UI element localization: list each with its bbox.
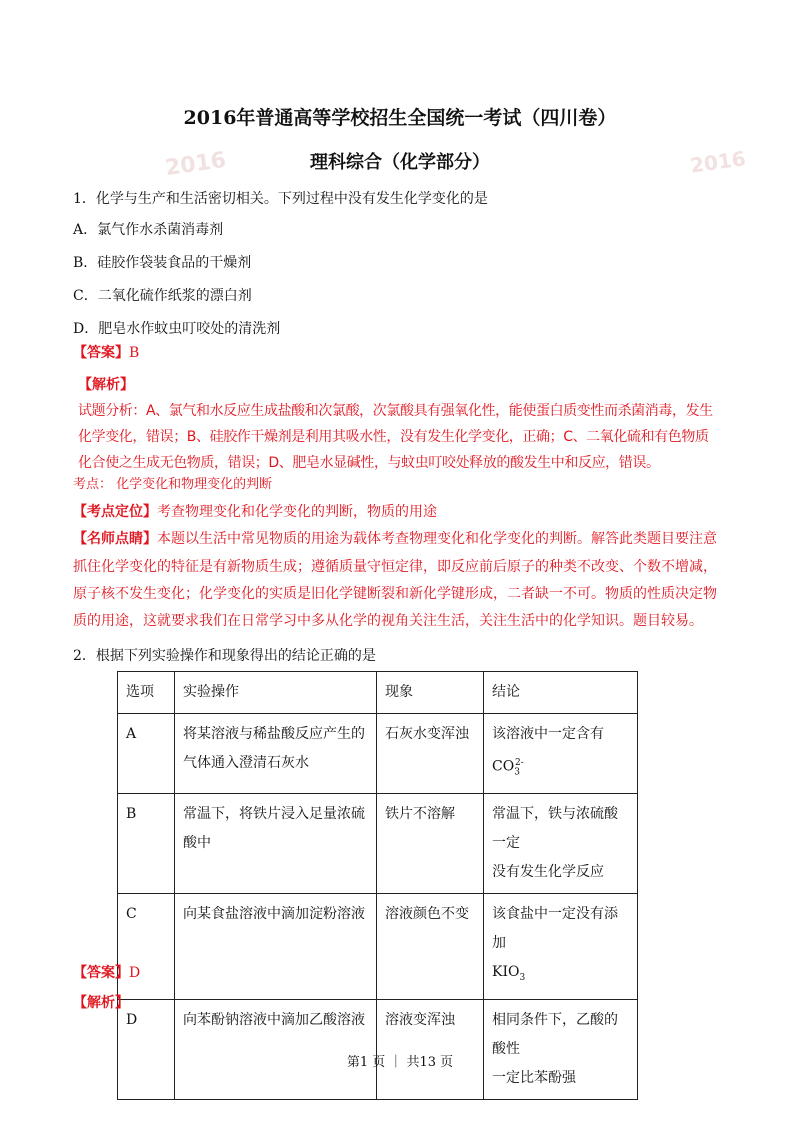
con-line: 一定比苯酚强 — [492, 1070, 576, 1087]
page-title: 2016年普通高等学校招生全国统一考试（四川卷） — [183, 107, 617, 129]
row-option: B — [118, 794, 175, 894]
dingwei-tag: 【考点定位】 — [73, 504, 157, 520]
con-line: 没有发生化学反应 — [492, 864, 604, 881]
header-phenomenon: 现象 — [377, 672, 484, 714]
op-line: 气体通入澄清石灰水 — [183, 755, 309, 771]
row-conclusion — [484, 894, 638, 1000]
formula: KIO — [492, 964, 520, 981]
table-row — [118, 714, 638, 794]
row-option: D — [118, 1000, 175, 1100]
answer-tag: 【答案】 — [73, 965, 129, 981]
q1-dingwei — [73, 502, 437, 522]
experiment-table — [117, 671, 638, 1100]
header-conclusion: 结论 — [484, 672, 638, 714]
row-option: C — [118, 894, 175, 1000]
con-line — [492, 958, 629, 993]
superscript: 2- — [514, 758, 524, 768]
table-row — [118, 894, 638, 1000]
q1-dianjing — [73, 529, 717, 549]
table-header-row — [118, 672, 638, 714]
q1-option-b: B．硅胶作袋装食品的干燥剂 — [73, 255, 252, 271]
row-phenomenon: 石灰水变浑浊 — [377, 714, 484, 794]
q1-dianjing-line: 抓住化学变化的特征是有新物质生成；遵循质量守恒定律，即反应前后原子的种类不改变、个数不增减， — [73, 559, 717, 575]
q1-analysis-line: 试题分析：A、氯气和水反应生成盐酸和次氯酸，次氯酸具有强氧化性，能使蛋白质变性而杀菌消毒，发生 — [78, 403, 713, 419]
dingwei-text: 考查物理变化和化学变化的判断，物质的用途 — [157, 504, 437, 520]
q2-analysis-tag — [73, 993, 129, 1013]
answer-value: D — [129, 965, 141, 981]
q1-option-d: D．肥皂水作蚊虫叮咬处的清洗剂 — [73, 321, 281, 337]
q1-stem: 1．化学与生产和生活密切相关。下列过程中没有发生化学变化的是 — [73, 191, 488, 207]
row-phenomenon: 溶液颜色不变 — [377, 894, 484, 1000]
analysis-tag: 【解析】 — [73, 995, 129, 1011]
op-line: 向某食盐溶液中滴加淀粉溶液 — [183, 906, 365, 923]
table-row — [118, 1000, 638, 1100]
q1-option-c: C．二氧化硫作纸浆的漂白剂 — [73, 288, 252, 304]
con-line: 该食盐中一定没有添加 — [492, 906, 618, 952]
answer-value: B — [129, 345, 140, 361]
con-line: 该溶液中一定含有 CO — [492, 726, 604, 775]
dianjing-tag: 【名师点睛】 — [73, 531, 157, 547]
page-footer: 第1 页 ｜ 共13 页 — [346, 1055, 454, 1070]
con-line: 相同条件下，乙酸的酸性 — [492, 1012, 618, 1058]
con-line: 常温下，铁与浓硫酸一定 — [492, 806, 618, 852]
q1-dianjing-line: 原子核不发生变化；化学变化的实质是旧化学键断裂和新化学键形成，二者缺一不可。物质的性质决定物 — [73, 586, 717, 602]
header-option: 选项 — [118, 672, 175, 714]
page-subtitle: 理科综合（化学部分） — [310, 152, 490, 173]
row-operation — [175, 1000, 377, 1100]
q1-analysis-line: 化学变化，错误；B、硅胶作干燥剂是利用其吸水性，没有发生化学变化，正确；C、二氧化硫和有色物质 — [78, 429, 709, 445]
op-line: 将某溶液与稀盐酸反应产生的 — [183, 726, 365, 742]
header-operation: 实验操作 — [175, 672, 377, 714]
dianjing-line: 本题以生活中常见物质的用途为载体考查物理变化和化学变化的判断。解答此类题目要注意 — [157, 531, 717, 547]
analysis-tag: 【解析】 — [78, 377, 134, 393]
subscript: 3 — [514, 767, 520, 778]
q1-analysis-tag — [78, 375, 134, 395]
row-conclusion — [484, 714, 638, 794]
row-phenomenon: 铁片不溶解 — [377, 794, 484, 894]
q1-dianjing-line: 质的用途，这就要求我们在日常学习中多从化学的视角关注生活，关注生活中的化学知识。题目较易。 — [73, 613, 703, 629]
row-operation — [175, 714, 377, 794]
row-conclusion — [484, 794, 638, 894]
row-conclusion — [484, 1000, 638, 1100]
row-operation — [175, 794, 377, 894]
q1-kaodian: 考点： 化学变化和物理变化的判断 — [73, 477, 273, 492]
q1-answer — [73, 343, 139, 363]
table-row — [118, 794, 638, 894]
op-line: 向苯酚钠溶液中滴加乙酸溶液 — [183, 1012, 365, 1029]
subscript: 3 — [519, 973, 526, 984]
q1-option-a: A．氯气作水杀菌消毒剂 — [73, 222, 224, 238]
row-option: A — [118, 714, 175, 794]
row-phenomenon: 溶液变浑浊 — [377, 1000, 484, 1100]
watermark: 2016 — [163, 147, 228, 182]
row-operation — [175, 894, 377, 1000]
watermark: 2016 — [688, 146, 748, 178]
q2-stem: 2．根据下列实验操作和现象得出的结论正确的是 — [73, 648, 376, 664]
q2-answer — [73, 963, 140, 983]
op-line: 常温下，将铁片浸入足量浓硫 — [183, 806, 365, 823]
answer-tag: 【答案】 — [73, 345, 129, 361]
op-line: 酸中 — [183, 835, 211, 852]
q1-analysis-line: 化合使之生成无色物质，错误；D、肥皂水显碱性，与蚊虫叮咬处释放的酸发生中和反应，错误。 — [78, 455, 660, 471]
